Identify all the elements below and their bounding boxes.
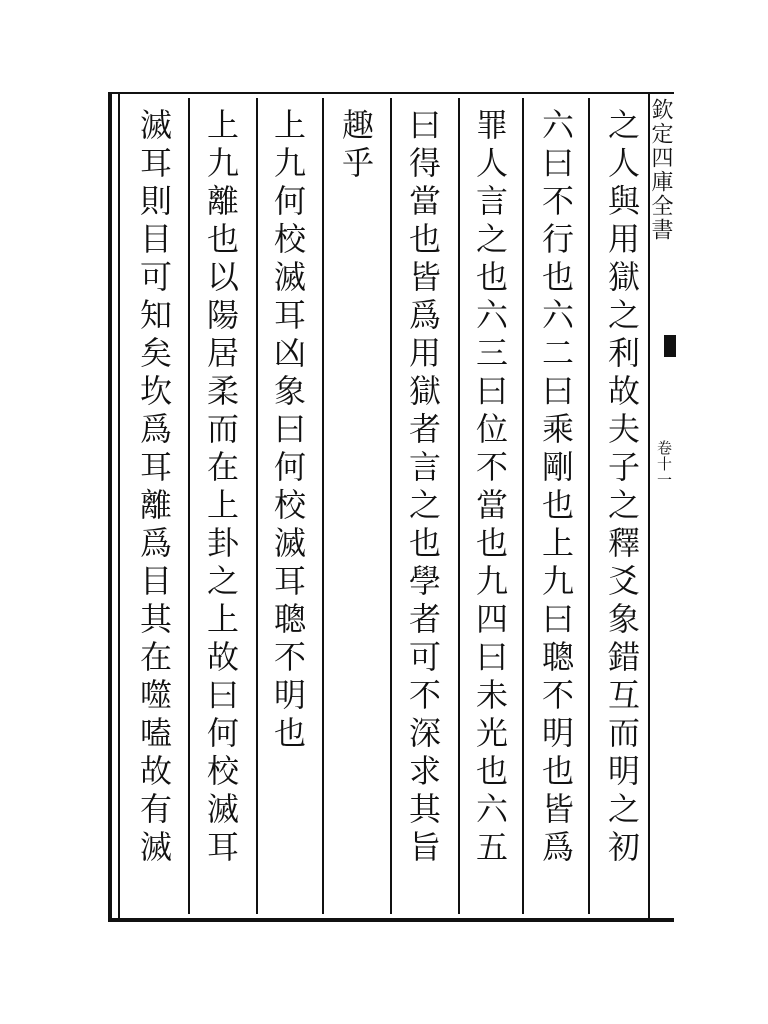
volume-label: 卷十一	[655, 440, 673, 488]
column-rule	[390, 98, 392, 914]
text-column-7: 上九離也以陽居柔而在上卦之上故曰何校滅耳	[202, 108, 240, 868]
column-rule	[322, 98, 324, 914]
text-column-4: 曰得當也皆爲用獄者言之也學者可不深求其旨	[404, 108, 442, 868]
text-column-3: 罪人言之也六三曰位不當也九四曰未光也六五	[471, 108, 509, 868]
column-rule	[256, 98, 258, 914]
text-column-5: 趣乎	[337, 108, 375, 184]
text-column-1: 之人與用獄之利故夫子之釋爻象錯互而明之初	[603, 108, 641, 868]
text-column-6: 上九何校滅耳凶象曰何校滅耳聰不明也	[269, 108, 307, 754]
inner-border-line	[118, 92, 120, 922]
column-rule	[522, 98, 524, 914]
column-rule	[588, 98, 590, 914]
book-title: 欽定四庫全書	[648, 98, 673, 242]
text-column-2: 六曰不行也六二曰乘剛也上九曰聰不明也皆爲	[537, 108, 575, 868]
header-fishtail-mark	[664, 335, 676, 357]
text-column-8: 滅耳則目可知矣坎爲耳離爲目其在噬嗑故有滅	[135, 108, 173, 868]
column-rule	[188, 98, 190, 914]
column-rule	[458, 98, 460, 914]
